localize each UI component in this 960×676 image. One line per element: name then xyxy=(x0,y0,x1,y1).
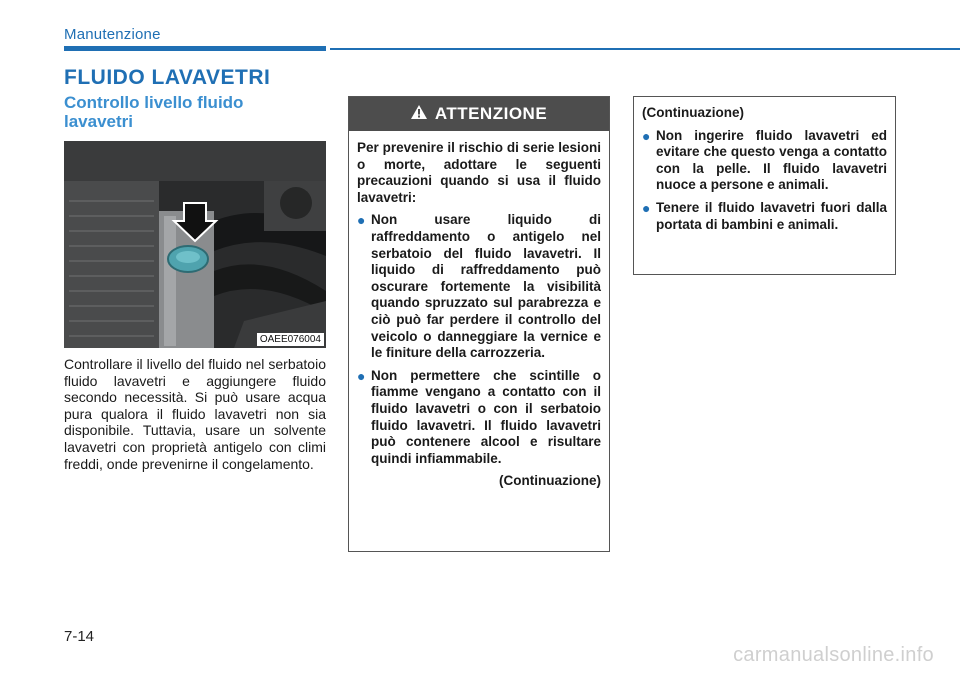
continuation-item xyxy=(642,200,887,233)
figure-code: OAEE076004 xyxy=(257,333,324,346)
watermark: carmanualsonline.info xyxy=(733,644,934,666)
bullet-icon: ● xyxy=(357,212,366,229)
page-title: FLUIDO LAVAVETRI xyxy=(64,66,271,89)
bullet-icon: ● xyxy=(642,127,651,144)
page-number: 7-14 xyxy=(64,628,95,645)
header-rule-thick xyxy=(64,46,326,51)
warning-box xyxy=(348,96,610,552)
continuation-item-text: Non ingerire fluido lavavetri ed evitare che questo venga a contatto con la pelle. Il fluido lavavetri nuoce a persone e animali. xyxy=(656,127,887,193)
continuation-item xyxy=(642,128,887,194)
body-paragraph: Controllare il livello del fluido nel serbatoio fluido lavavetri e aggiungere fluido secondo necessità. Si può usare acqua pura qualora il fluido lavavetri non sia disponibile. Tuttavia, usare un solvente lavavetri con proprietà antigelo con climi freddi, onde prevenirne il congelamento. xyxy=(64,356,326,472)
warning-body xyxy=(349,131,609,490)
section-label: Manutenzione xyxy=(64,26,161,43)
bullet-icon: ● xyxy=(357,367,366,384)
section-subtitle: Controllo livello fluido lavavetri xyxy=(64,93,244,131)
continuation-heading: (Continuazione) xyxy=(642,105,744,120)
warning-header xyxy=(349,97,609,131)
warning-intro: Per prevenire il rischio di serie lesioni o morte, adottare le seguenti precauzioni quando si usa il fluido lavavetri: xyxy=(357,140,601,205)
warning-triangle-icon xyxy=(411,104,427,124)
bullet-icon: ● xyxy=(642,199,651,216)
continuation-item-text: Tenere il fluido lavavetri fuori dalla portata di bambini e animali. xyxy=(656,199,887,232)
continuation-box xyxy=(633,96,896,275)
continued-label: (Continuazione) xyxy=(499,473,601,489)
warning-item-text: Non usare liquido di raffreddamento o antigelo nel serbatoio del fluido lavavetri. Il liquido di raffreddamento può oscurare fortemente la visibilità quando spruzzato sul parabrezza e ciò può far perdere il controllo del veicolo o danneggiare la vernice e le finiture della carrozzeria. xyxy=(371,212,601,361)
warning-item xyxy=(357,212,601,361)
header-rule-thin xyxy=(330,48,960,50)
warning-list xyxy=(357,212,601,467)
warning-item xyxy=(357,368,601,468)
warning-item-text: Non permettere che scintille o fiamme vengano a contatto con il fluido lavavetri o con il serbatoio fluido lavavetri. Il fluido lavavetri può contenere alcool e risultare quindi infiammabile. xyxy=(371,367,601,466)
engine-bay-illustration xyxy=(64,141,326,348)
continuation-list xyxy=(642,128,887,234)
engine-bay-photo xyxy=(64,141,326,348)
warning-heading: ATTENZIONE xyxy=(434,104,548,123)
